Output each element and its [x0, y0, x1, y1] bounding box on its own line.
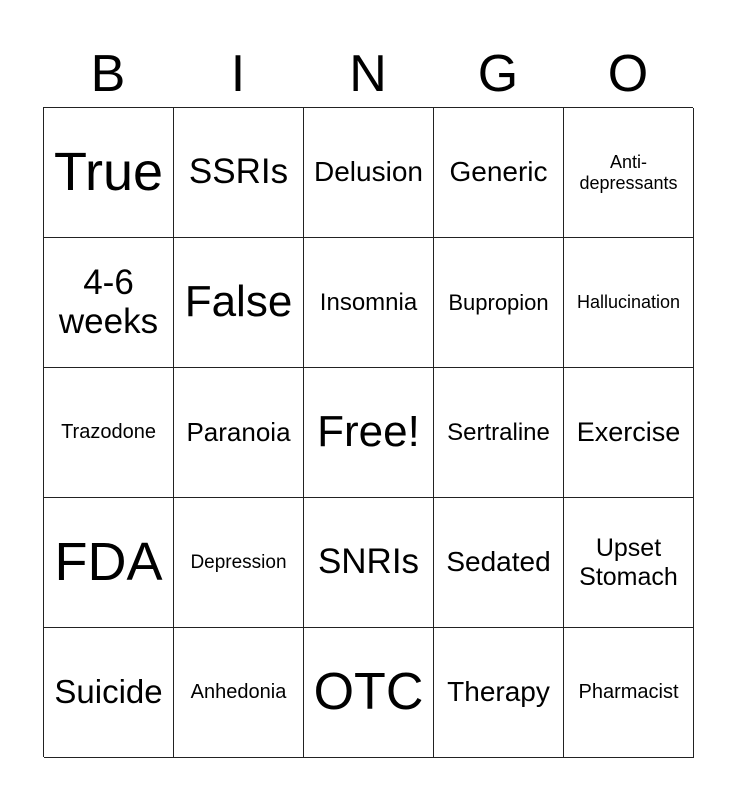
bingo-cell[interactable]: [44, 368, 174, 498]
header-letter-n: N: [349, 45, 387, 103]
cell-text: Insomnia: [319, 288, 418, 316]
bingo-cell[interactable]: [174, 498, 304, 628]
header-letter-i: I: [230, 45, 246, 103]
bingo-cell[interactable]: [174, 108, 304, 238]
bingo-cell[interactable]: [434, 498, 564, 628]
cell-text: OTC: [313, 663, 424, 722]
bingo-cell[interactable]: [564, 368, 694, 498]
bingo-cell[interactable]: [434, 628, 564, 758]
bingo-cell[interactable]: [44, 108, 174, 238]
bingo-cell[interactable]: [174, 368, 304, 498]
cell-text: Sedated: [446, 546, 551, 578]
cell-text: Anti-depressants: [579, 151, 678, 193]
cell-text: FDA: [54, 532, 163, 593]
header-letter-o: O: [607, 45, 649, 103]
cell-text: SNRIs: [317, 542, 420, 582]
bingo-cell[interactable]: [564, 498, 694, 628]
cell-text: Depression: [190, 551, 287, 573]
bingo-cell[interactable]: [304, 628, 434, 758]
cell-text: SSRIs: [188, 152, 289, 192]
bingo-cell[interactable]: [564, 628, 694, 758]
cell-text: Bupropion: [448, 289, 549, 315]
cell-text: Paranoia: [186, 416, 291, 447]
bingo-cell[interactable]: [304, 108, 434, 238]
bingo-grid: [43, 107, 693, 757]
cell-text: Pharmacist: [578, 681, 679, 703]
bingo-cell[interactable]: [434, 368, 564, 498]
bingo-cell[interactable]: [174, 238, 304, 368]
header-letter-g: G: [477, 45, 519, 103]
cell-text: Upset Stomach: [579, 533, 678, 591]
header-letter-b: B: [90, 45, 126, 103]
cell-text: Exercise: [576, 416, 681, 447]
cell-text: Anhedonia: [190, 681, 287, 703]
cell-text: Free!: [317, 407, 420, 457]
cell-text: Sertraline: [447, 418, 550, 446]
cell-text: Generic: [449, 156, 548, 188]
bingo-cell[interactable]: [564, 108, 694, 238]
bingo-cell[interactable]: [174, 628, 304, 758]
bingo-cell[interactable]: [44, 238, 174, 368]
bingo-cell[interactable]: [304, 238, 434, 368]
bingo-cell[interactable]: [304, 498, 434, 628]
cell-text: Hallucination: [576, 292, 681, 313]
cell-text: 4-6 weeks: [58, 263, 159, 341]
bingo-cell[interactable]: [304, 368, 434, 498]
bingo-cell[interactable]: [44, 628, 174, 758]
cell-text: True: [53, 142, 164, 203]
cell-text: Therapy: [447, 676, 550, 708]
bingo-cell[interactable]: [434, 108, 564, 238]
bingo-cell[interactable]: [44, 498, 174, 628]
cell-text: Trazodone: [61, 421, 156, 443]
cell-text: False: [184, 277, 293, 327]
bingo-header: [43, 40, 693, 108]
bingo-cell[interactable]: [564, 238, 694, 368]
cell-text: Suicide: [54, 673, 163, 711]
bingo-cell[interactable]: [434, 238, 564, 368]
cell-text: Delusion: [314, 156, 423, 188]
